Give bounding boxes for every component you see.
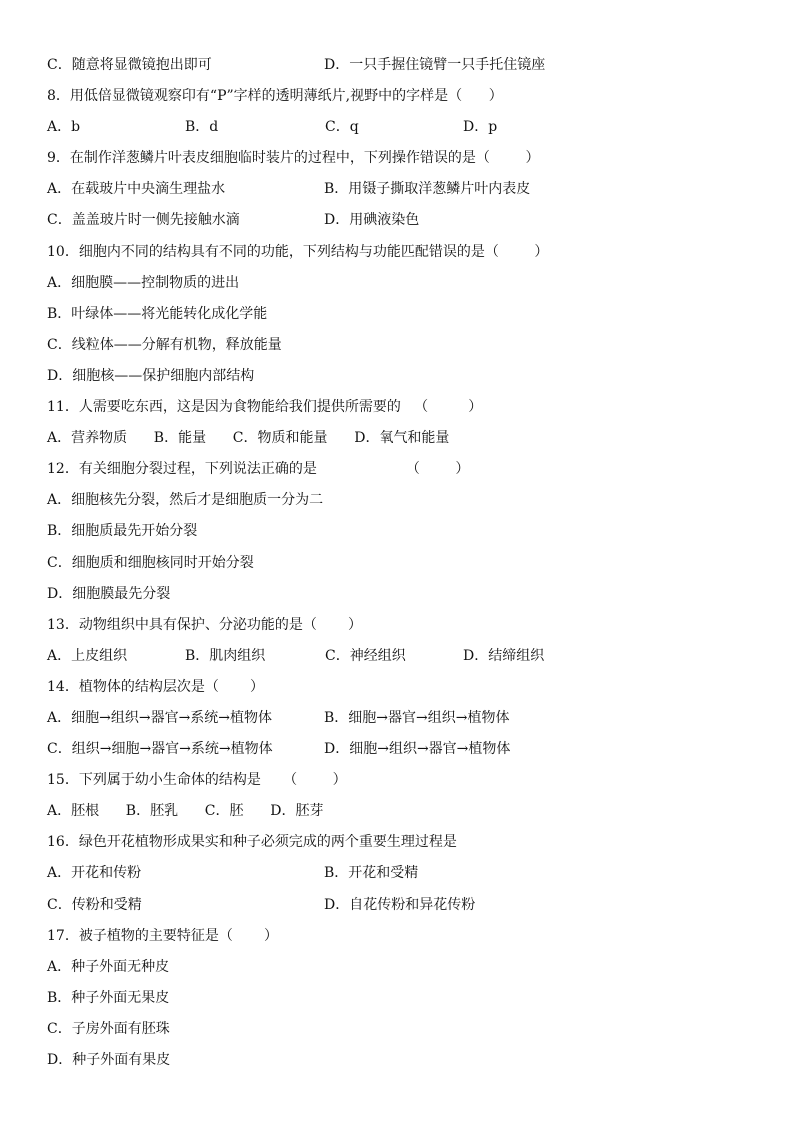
answer-option: C．线粒体——分解有机物，释放能量 [47, 336, 282, 353]
answer-option: C．细胞质和细胞核同时开始分裂 [47, 554, 254, 571]
answer-option: B．细胞→器官→组织→植物体 [324, 709, 510, 726]
answer-option: A．上皮组织 [47, 647, 128, 664]
answer-option: C．随意将显微镜抱出即可 [47, 57, 212, 73]
question-stem: 15．下列属于幼小生命体的结构是 （ ） [47, 772, 347, 789]
answer-option: B．用镊子撕取洋葱鳞片叶内表皮 [324, 181, 531, 198]
question-stem: 16．绿色开花植物形成果实和种子必须完成的两个重要生理过程是 [47, 834, 457, 851]
answer-options-row [47, 207, 767, 238]
answer-option: C．组织→细胞→器官→系统→植物体 [47, 741, 273, 758]
question-stem: 14．植物体的结构层次是（ ） [47, 678, 264, 695]
answer-options-row [47, 736, 767, 767]
answer-option: B．d [185, 119, 219, 136]
answer-option: D．自花传粉和异花传粉 [324, 896, 476, 913]
answer-option: A．细胞膜——控制物质的进出 [47, 274, 240, 291]
answer-option: C．神经组织 [325, 647, 406, 664]
answer-option: A．b [47, 119, 81, 136]
answer-option: C．子房外面有胚珠 [47, 1020, 170, 1037]
question-stem: 11．人需要吃东西，这是因为食物能给我们提供所需要的 （ ） [47, 399, 483, 416]
question-stem: 8．用低倍显微镜观察印有“P”字样的透明薄纸片,视野中的字样是（ ） [47, 88, 503, 105]
answer-options-row [47, 114, 767, 145]
answer-option: C．盖盖玻片时一侧先接触水滴 [47, 212, 240, 229]
answer-options-row [47, 52, 767, 83]
answer-option: B．细胞质最先开始分裂 [47, 523, 198, 540]
answer-option: B．开花和受精 [324, 865, 419, 882]
answer-option: D．细胞核——保护细胞内部结构 [47, 367, 255, 384]
answer-option: A．细胞核先分裂，然后才是细胞质一分为二 [47, 492, 324, 509]
question-stem: 17．被子植物的主要特征是（ ） [47, 927, 278, 944]
answer-option: C．q [325, 119, 359, 136]
answer-option: C．传粉和受精 [47, 896, 142, 913]
answer-options-row [47, 176, 767, 207]
answer-option: D．细胞膜最先分裂 [47, 585, 171, 602]
answer-option: A．种子外面无种皮 [47, 958, 170, 975]
answer-option: D．种子外面有果皮 [47, 1052, 171, 1068]
answer-option: B．种子外面无果皮 [47, 989, 170, 1006]
answer-option: A．开花和传粉 [47, 865, 142, 882]
question-stem: 12．有关细胞分裂过程，下列说法正确的是 （ ） [47, 461, 470, 478]
answer-options-row [47, 892, 767, 923]
answer-option: B．肌肉组织 [185, 647, 266, 664]
answer-option: A．在载玻片中央滴生理盐水 [47, 181, 226, 198]
answer-options-row [47, 860, 767, 891]
answer-option: A．营养物质 B．能量 C．物质和能量 D．氧气和能量 [47, 430, 450, 447]
answer-option: A．细胞→组织→器官→系统→植物体 [47, 709, 273, 726]
question-stem: 10．细胞内不同的结构具有不同的功能，下列结构与功能匹配错误的是（ ） [47, 243, 549, 260]
question-stem: 9．在制作洋葱鳞片叶表皮细胞临时装片的过程中，下列操作错误的是（ ） [47, 150, 540, 167]
answer-option: B．叶绿体——将光能转化成化学能 [47, 305, 268, 322]
answer-option: D．用碘液染色 [324, 212, 420, 229]
answer-option: D．p [463, 119, 498, 136]
answer-option: D．细胞→组织→器官→植物体 [324, 741, 511, 758]
answer-options-row [47, 705, 767, 736]
question-stem: 13．动物组织中具有保护、分泌功能的是（ ） [47, 616, 362, 633]
answer-option: A．胚根 B．胚乳 C．胚 D．胚芽 [47, 803, 324, 820]
answer-option: D．结缔组织 [463, 647, 545, 664]
exam-page-body [47, 52, 767, 1078]
answer-option: D．一只手握住镜臂一只手托住镜座 [324, 57, 546, 73]
answer-options-row [47, 643, 767, 674]
